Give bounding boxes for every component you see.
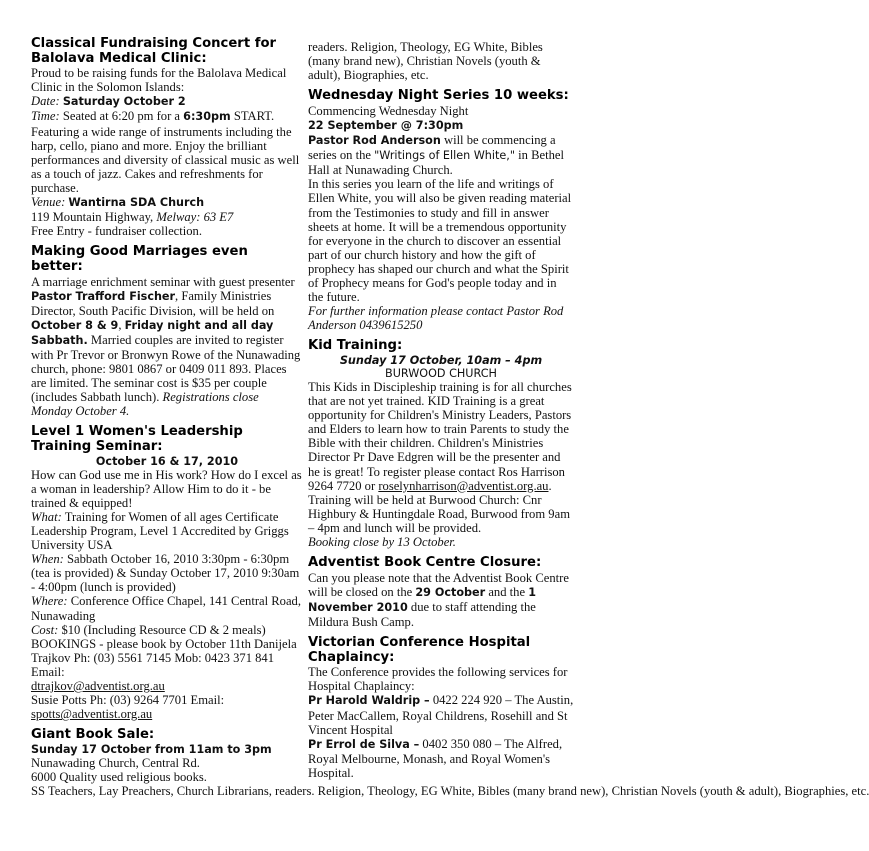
abc-body: Can you please note that the Adventist Book Centre will be closed on the 29 October and the 1 November 2010 due to staff attending the Mildura Bush Camp. bbox=[308, 570, 569, 629]
kid-title: Kid Training: bbox=[308, 338, 403, 354]
booksale-when: Sunday 17 October from 11am to 3pm bbox=[31, 742, 272, 756]
concert-notice bbox=[31, 37, 303, 238]
marriage-title: Making Good Marriages even better: bbox=[31, 244, 248, 274]
hospital-body: The Conference provides the following services for Hospital Chaplaincy: Pr Harold Waldrip – 0422 224 920 – The Austin, Peter MacCallem, Royal Childrens, Rosehill and St Vincent Hospital Pr Errol de Silva – 0402 350 080 – The Alfred, Royal Melbourne, Monash, and Royal Women's Hospital. bbox=[308, 665, 574, 780]
leadership-title: Level 1 Women's Leadership Training Seminar: bbox=[31, 424, 243, 455]
marriage-notice bbox=[31, 245, 303, 418]
kid-where: BURWOOD CHURCH bbox=[385, 366, 497, 380]
right-column bbox=[308, 36, 574, 780]
booksale-title: Giant Book Sale: bbox=[31, 727, 155, 743]
abc-title: Adventist Book Centre Closure: bbox=[308, 555, 542, 571]
kid-body: This Kids in Discipleship training is for all churches that are not yet trained. KID Training is a great opportunity for Children's Ministry Leaders, Pastors and Elders to learn how to train Parents to study the Bible with their children. Children's Ministries Director Pr Dave Edgren will be the presenter and he is great! To register please contact Ros Harrison 9264 7720 or roselynharrison@adventist.org.au. Training will be held at Burwood Church: Cnr Highbury & Huntingdale Road, Burwood from 9am – 4pm and lunch will be provided. Booking close by 13 October. bbox=[308, 379, 572, 549]
concert-title: Classical Fundraising Concert for Balolava Medical Clinic: bbox=[31, 36, 277, 66]
hospital-notice bbox=[308, 636, 574, 780]
email-link-potts[interactable]: spotts@adventist.org.au bbox=[31, 707, 153, 722]
concert-body: Proud to be raising funds for the Balolava Medical Clinic in the Solomon Islands: Date: Saturday October 2 Time: Seated at 6:20 pm for a 6:30pm START. Featuring a wide range of instruments including the harp, cello, piano and more. Enjoy the brilliant performances and diversity of classical music as well as a touch of jazz. Cakes and refreshments for purchase. Venue: Wantirna SDA Church 119 Mountain Highway, Melway: 63 E7 Free Entry - fundraiser collection. bbox=[31, 66, 300, 239]
marriage-body: A marriage enrichment seminar with guest presenter Pastor Trafford Fischer, Family Ministries Director, South Pacific Division, will be held on October 8 & 9, Friday night and all day Sabbath. Married couples are invited to register with Pr Trevor or Bronwyn Rowe of the Nunawading church, phone: 9801 0867 or 0409 011 893. Places are limited. The seminar cost is $35 per couple (includes Sabbath lunch). Registrations close Monday October 4. bbox=[31, 274, 301, 419]
wednesday-notice bbox=[308, 89, 574, 332]
wednesday-title: Wednesday Night Series 10 weeks: bbox=[308, 88, 569, 104]
booksale-continued: readers. Religion, Theology, EG White, Bibles (many brand new), Christian Novels (youth & adult), Biographies, etc. bbox=[308, 40, 543, 83]
booksale-body: Nunawading Church, Central Rd. 6000 Quality used religious books. SS Teachers, Lay Preachers, Church Librarians, readers. Religion, Theology, EG White, Bibles (many brand new), Christian Novels (youth & adult), Biographies, etc. bbox=[31, 755, 869, 799]
booksale-notice bbox=[31, 727, 869, 799]
kid-when: Sunday 17 October, 10am – 4pm bbox=[339, 353, 543, 367]
email-link-harrison[interactable]: roselynharrison@adventist.org.au bbox=[378, 478, 549, 493]
kid-notice bbox=[308, 339, 574, 549]
hospital-title: Victorian Conference Hospital Chaplaincy: bbox=[308, 635, 531, 665]
leadership-dates: October 16 & 17, 2010 bbox=[95, 454, 239, 468]
leadership-notice bbox=[31, 425, 303, 721]
abc-notice bbox=[308, 556, 574, 629]
wednesday-body: Commencing Wednesday Night 22 September @ 7:30pm Pastor Rod Anderson will be commencing a series on the "Writings of Ellen White," in Bethel Hall at Nunawading Church. In this series you learn of the life and writings of Ellen White, you will also be given reading material from the Testimonies to study and fill in answer sheets at home. It will be a tremendous opportunity for everyone in the church to discover an essential part of our church history and how the gift of prophecy has shaped our church and what the Spirit of Prophecy means for God's people today and in the future. For further information please contact Pastor Rod Anderson 0439615250 bbox=[308, 103, 572, 333]
email-link-trajkov[interactable]: dtrajkov@adventist.org.au bbox=[31, 679, 165, 694]
leadership-body: How can God use me in His work? How do I excel as a woman in leadership? Allow Him to do it - be trained & equipped! What: Training for Women of all ages Certificate Leadership Program, Level 1 Accredited by Griggs University USA When: Sabbath October 16, 2010 3:30pm - 6:30pm (tea is provided) & Sunday October 17, 2010 9:30am - 4:00pm (lunch is provided) Where: Conference Office Chapel, 141 Central Road, Nunawading Cost: $10 (Including Resource CD & 2 meals) BOOKINGS - please book by October 11th Danijela Trajkov Ph: (03) 5561 7145 Mob: 0423 371 841 Email: dtrajkov@adventist.org.au Susie Potts Ph: (03) 9264 7701 Email: spotts@adventist.org.au bbox=[31, 467, 302, 722]
